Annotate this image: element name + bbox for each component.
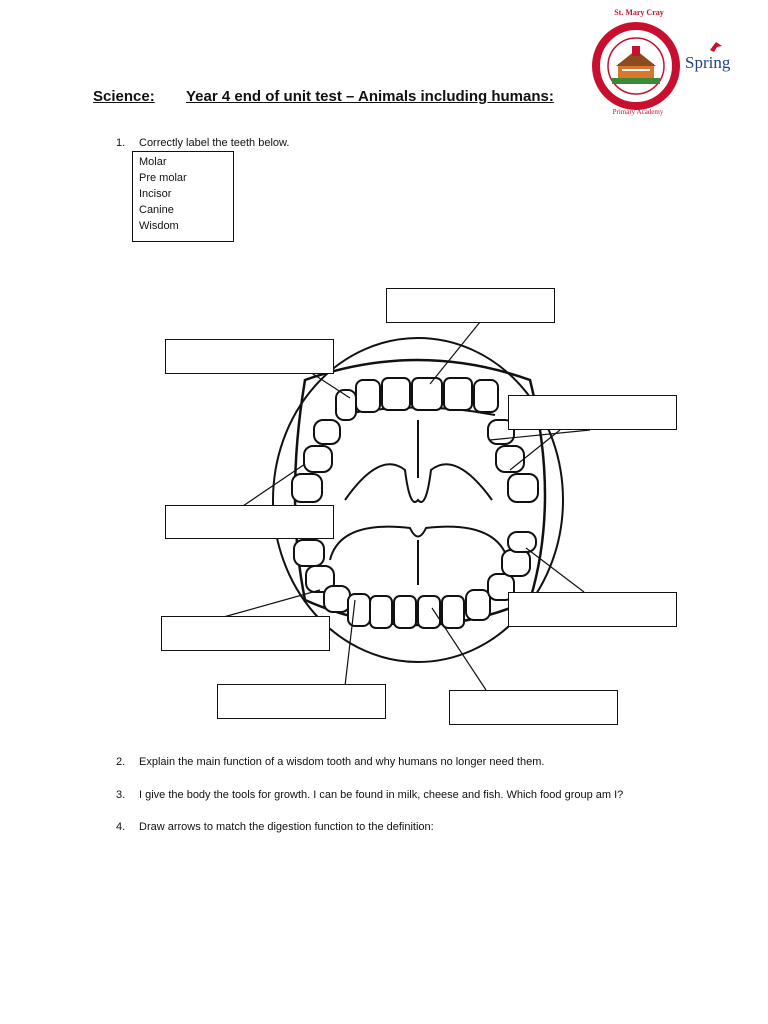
question-4-number: 4. xyxy=(116,821,126,833)
word-bank-item: Pre molar xyxy=(139,172,187,184)
answer-box-lower-left[interactable] xyxy=(161,616,330,651)
answer-box-lower-right[interactable] xyxy=(508,592,677,627)
question-3-text: I give the body the tools for growth. I can be found in milk, cheese and fish. Which food group am I? xyxy=(139,789,624,801)
school-logo-subtitle: Primary Academy xyxy=(612,108,664,116)
question-1-number: 1. xyxy=(116,137,126,149)
subject-heading: Science: xyxy=(93,88,155,105)
question-2-text: Explain the main function of a wisdom tooth and why humans no longer need them. xyxy=(139,756,545,768)
question-4-text: Draw arrows to match the digestion function to the definition: xyxy=(139,821,434,833)
question-2-number: 2. xyxy=(116,756,126,768)
word-bank-item: Canine xyxy=(139,204,174,216)
word-bank-item: Incisor xyxy=(139,188,172,200)
answer-box-bottom-left[interactable] xyxy=(217,684,386,719)
answer-box-top[interactable] xyxy=(386,288,555,323)
question-1-text: Correctly label the teeth below. xyxy=(139,137,290,149)
word-bank-item: Molar xyxy=(139,156,167,168)
school-logo-name: St. Mary Cray xyxy=(614,8,664,17)
question-3-number: 3. xyxy=(116,789,126,801)
answer-box-bottom-right[interactable] xyxy=(449,690,618,725)
answer-box-upper-right[interactable] xyxy=(508,395,677,430)
answer-box-middle-left[interactable] xyxy=(165,505,334,539)
word-bank-item: Wisdom xyxy=(139,220,179,232)
page-title: Year 4 end of unit test – Animals including humans: xyxy=(186,88,554,105)
trust-logo: Spring xyxy=(685,53,731,72)
answer-box-upper-left[interactable] xyxy=(165,339,334,374)
